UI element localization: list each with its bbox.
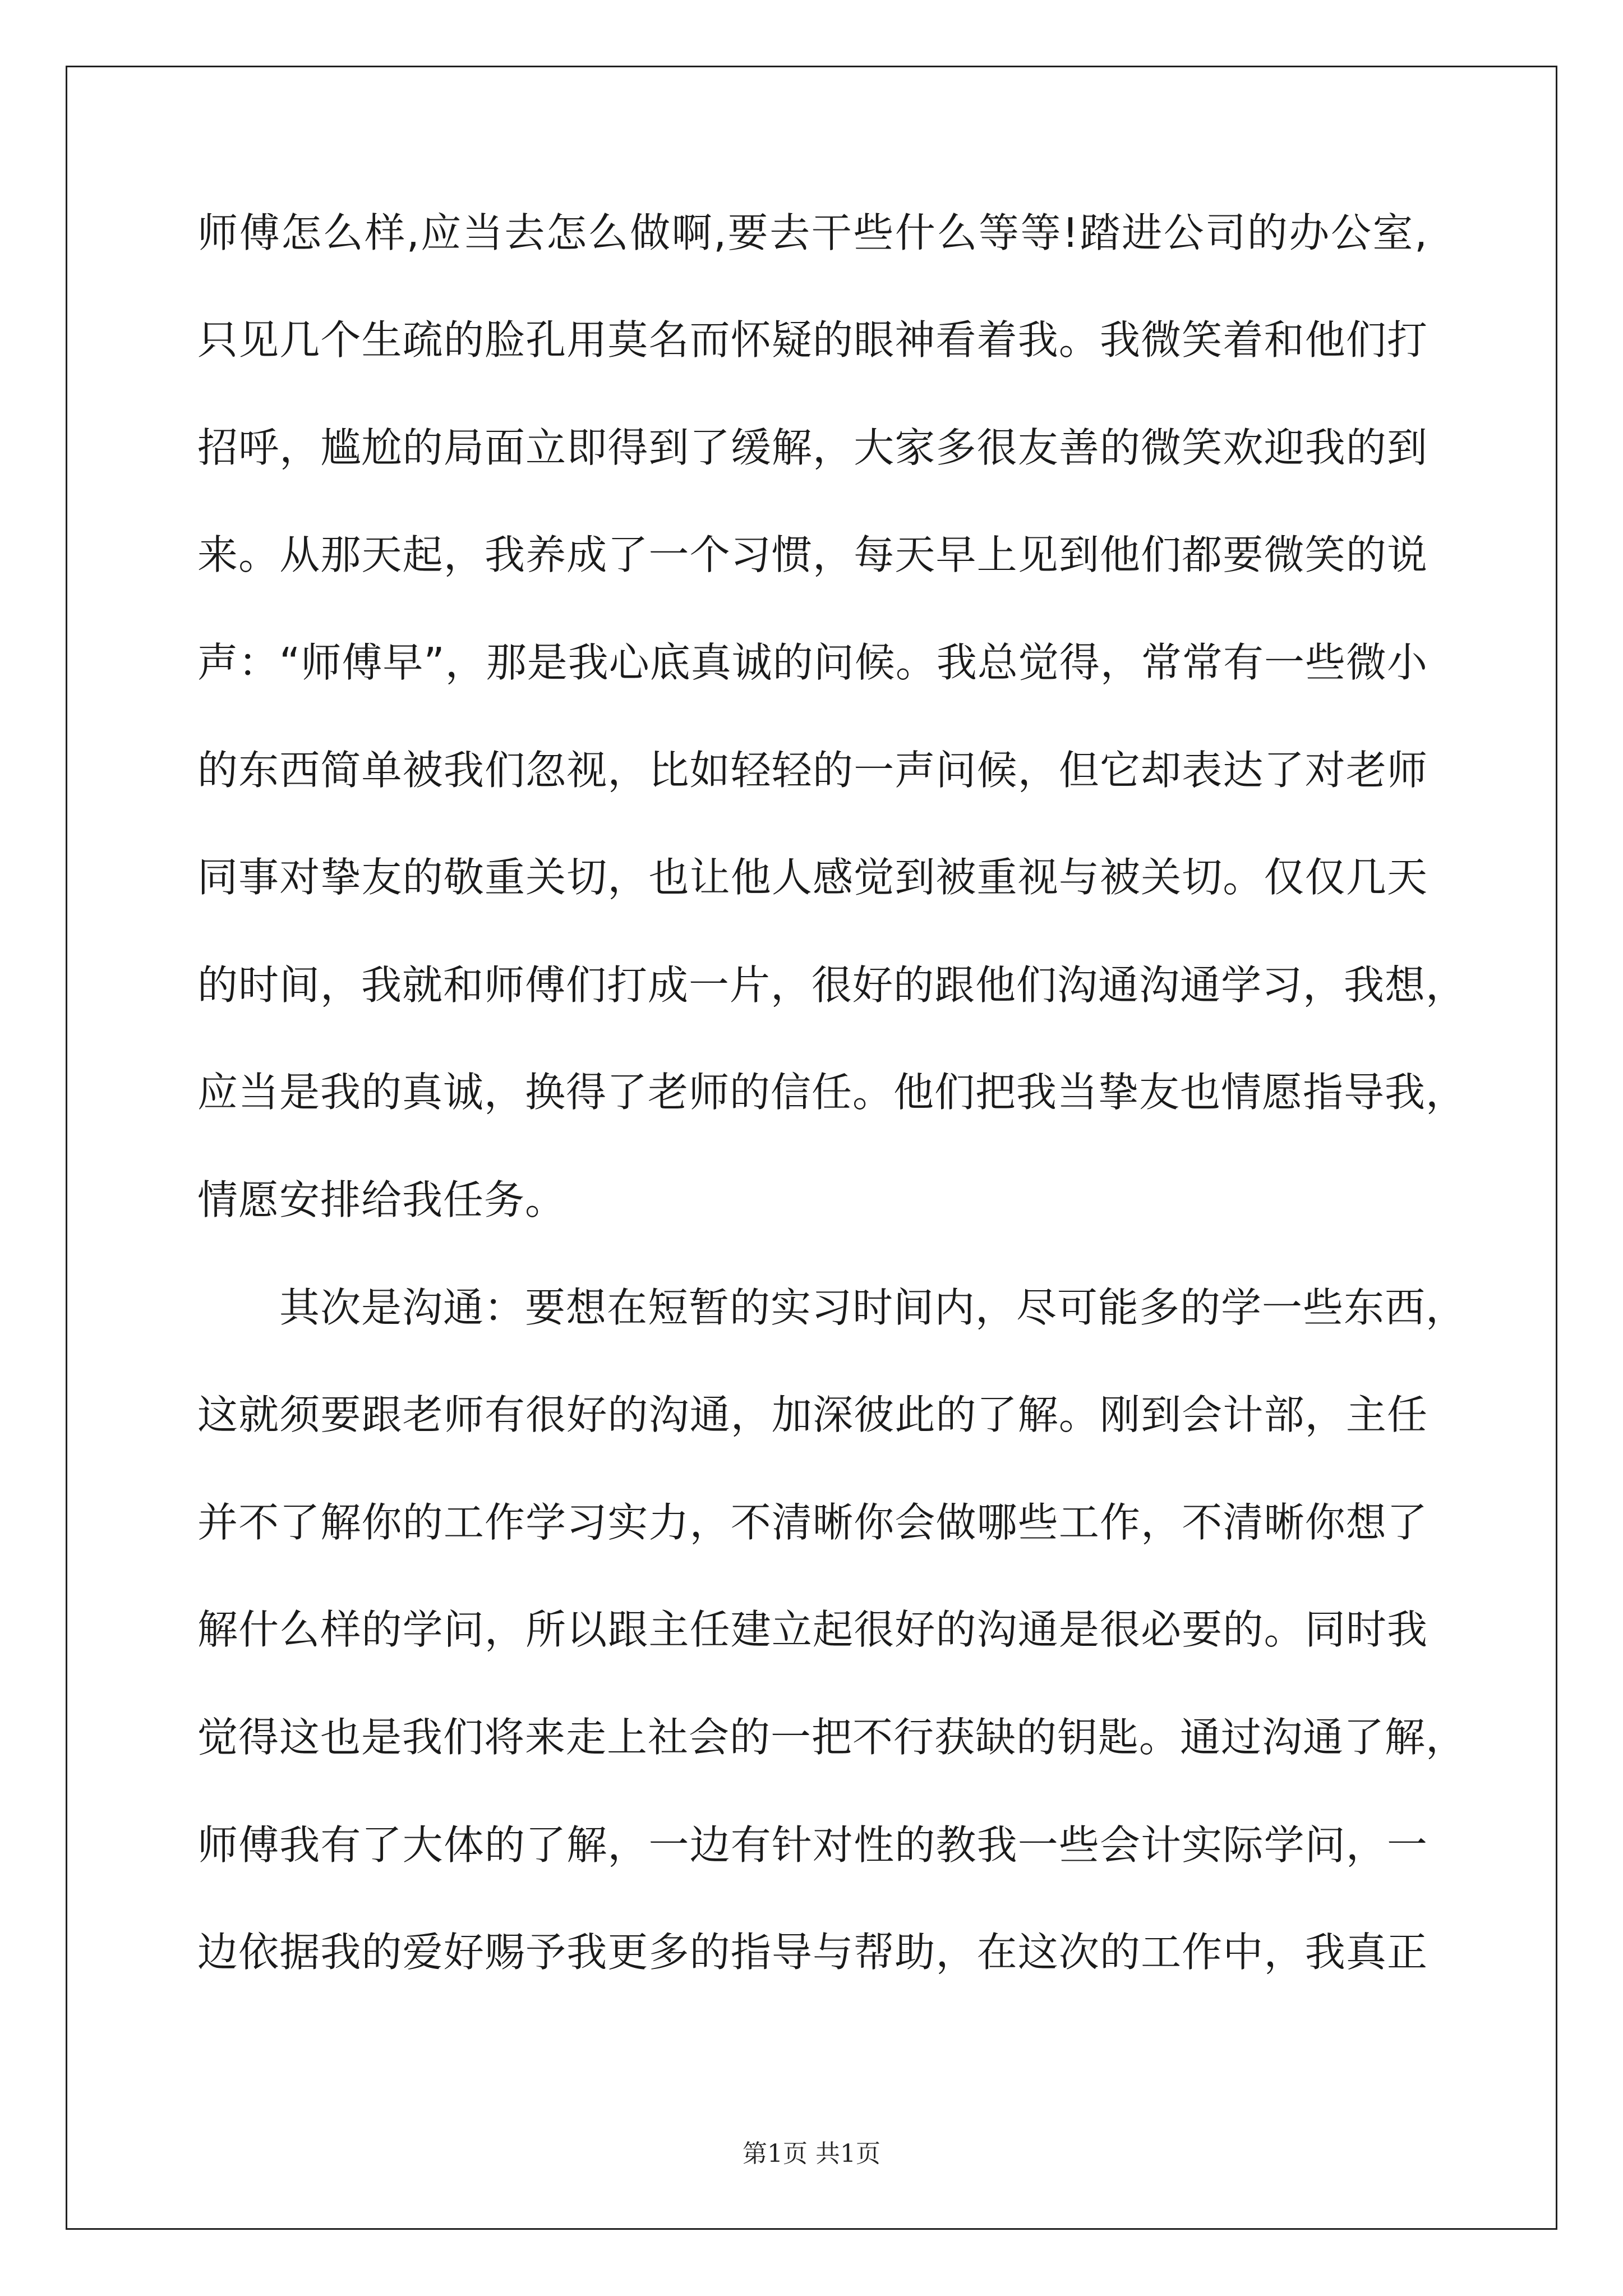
text-line: 并不了解你的工作学习实力，不清晰你会做哪些工作，不清晰你想了 bbox=[197, 1499, 1428, 1546]
text-line: 这就须要跟老师有很好的沟通，加深彼此的了解。刚到会计部，主任 bbox=[197, 1391, 1428, 1438]
text-line: 解什么样的学问，所以跟主任建立起很好的沟通是很必要的。同时我 bbox=[197, 1606, 1428, 1653]
text-line: 来。从那天起，我养成了一个习惯，每天早上见到他们都要微笑的说 bbox=[197, 531, 1428, 578]
text-line: 的东西简单被我们忽视，比如轻轻的一声问候，但它却表达了对老师 bbox=[197, 747, 1428, 794]
text-line: 情愿安排给我任务。 bbox=[197, 1176, 566, 1223]
text-line: 师傅我有了大体的了解，一边有针对性的教我一些会计实际学问，一 bbox=[197, 1821, 1428, 1869]
text-line: 应当是我的真诚，换得了老师的信任。他们把我当挚友也情愿指导我， bbox=[197, 1069, 1467, 1116]
text-line: 只见几个生疏的脸孔用莫名而怀疑的眼神看着我。我微笑着和他们打 bbox=[197, 316, 1428, 364]
page-border bbox=[66, 66, 1557, 2230]
text-line: 同事对挚友的敬重关切，也让他人感觉到被重视与被关切。仅仅几天 bbox=[197, 854, 1428, 901]
text-line: 边依据我的爱好赐予我更多的指导与帮助，在这次的工作中，我真正 bbox=[197, 1929, 1428, 1976]
paragraph-first-line: 其次是沟通：要想在短暂的实习时间内，尽可能多的学一些东西， bbox=[279, 1284, 1467, 1331]
text-line: 的时间，我就和师傅们打成一片，很好的跟他们沟通沟通学习，我想， bbox=[197, 961, 1467, 1009]
page-number-footer: 第1页 共1页 bbox=[743, 2139, 880, 2168]
text-line: 招呼，尴尬的局面立即得到了缓解，大家多很友善的微笑欢迎我的到 bbox=[197, 424, 1428, 471]
text-line: 觉得这也是我们将来走上社会的一把不行获缺的钥匙。通过沟通了解， bbox=[197, 1714, 1467, 1761]
text-line: 师傅怎么样,应当去怎么做啊,要去干些什么等等!踏进公司的办公室, bbox=[197, 209, 1428, 256]
text-line: 声：“师傅早”，那是我心底真诚的问候。我总觉得，常常有一些微小 bbox=[197, 639, 1428, 686]
